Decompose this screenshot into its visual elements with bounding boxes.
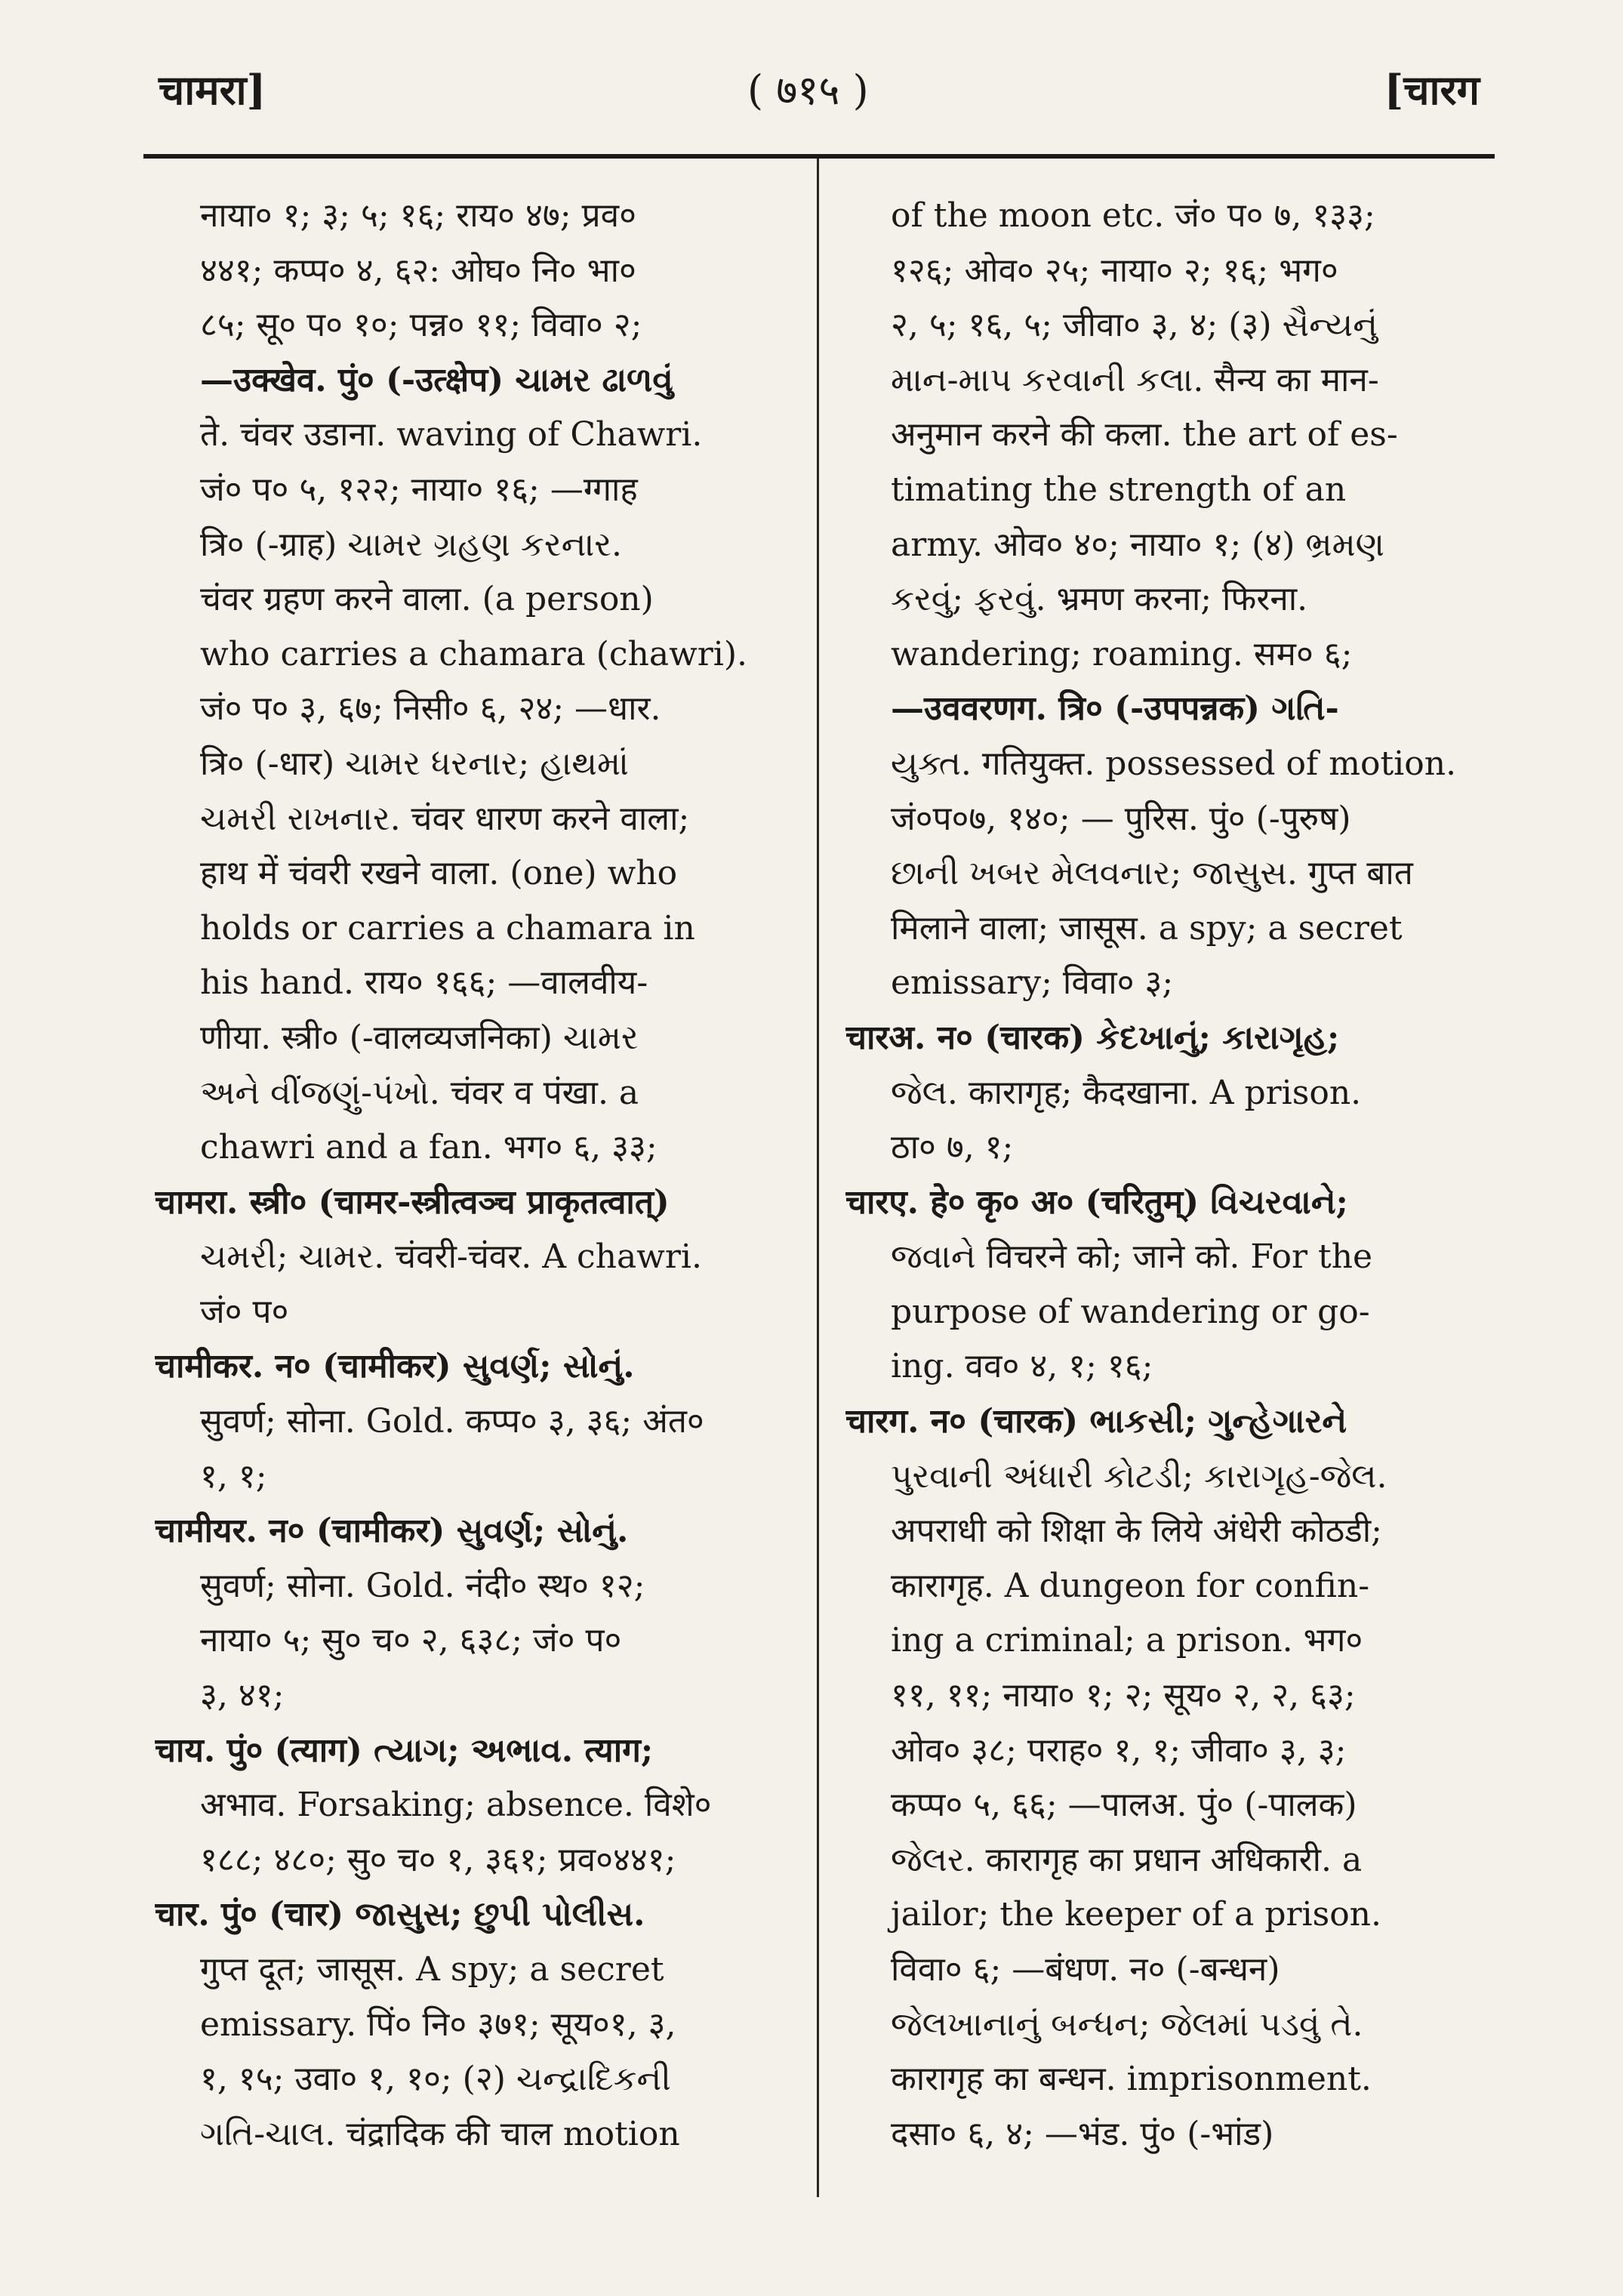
left-column-line: ચમરી; ચામર. चंवरी-चंवर. A chawri. (200, 1237, 702, 1277)
left-column-line: सुवर्ण; सोना. Gold. कप्प० ३, ३६; अंत० (200, 1402, 704, 1441)
left-column-line: जं० प० ५, १२२; नाया० १६; —ग्गाह (200, 470, 638, 509)
right-column-line: wandering; roaming. सम० ६; (891, 634, 1353, 673)
right-column-line: પુરવાની અંધારી કોટડી; કારાગૃહ-જેલ. (891, 1456, 1387, 1496)
left-column-line: who carries a chamara (chawri). (200, 634, 748, 673)
page-number: ( ७१५ ) (747, 66, 869, 114)
column-divider (817, 159, 819, 2197)
left-column-line: अभाव. Forsaking; absence. विशे० (200, 1786, 712, 1825)
page-header (159, 53, 1480, 121)
left-column-line: चार. पुं० (चार) જાસુસ; છુપી પોલીસ. (155, 1895, 645, 1934)
left-column-line: चामीकर. न० (चामीकर) સુવર્ણ; સોનું. (155, 1347, 635, 1386)
right-column-line: २, ५; १६, ५; जीवा० ३, ४; (३) સૈન્યનું (891, 306, 1378, 345)
header-rule (143, 154, 1495, 159)
right-column-line: જેલખાનાનું બન્ધન; જેલમાં પડવું તે. (891, 2005, 1363, 2044)
left-column-line: जं० प० (200, 1292, 289, 1331)
right-column-line: ing a criminal; a prison. भग० (891, 1621, 1363, 1660)
left-column-line: चामरा. स्त्री० (चामर-स्त्रीत्वञ्च प्राकृतत्वात्) (155, 1182, 670, 1222)
right-column-line: purpose of wandering or go- (891, 1292, 1370, 1331)
right-column-line: timating the strength of an (891, 470, 1347, 509)
left-column-line: —उक्खेव. पुं० (-उत्क्षेप) ચામર ઢાળવું (200, 360, 673, 399)
left-column-line: चाय. पुं० (त्याग) ત્યાગ; અભાવ. त्याग; (155, 1730, 654, 1770)
right-column-line: army. ओव० ४०; नाया० १; (४) ભ્રમણ (891, 525, 1385, 564)
right-column-line: दसा० ६, ४; —भंड. पुं० (-भांड) (891, 2114, 1274, 2153)
left-column-line: त्रि० (-धार) ચામર ધરનાર; હાથમાં (200, 744, 629, 783)
right-column-line: jailor; the keeper of a prison. (891, 1895, 1382, 1934)
left-column-line: जं० प० ३, ६७; निसी० ६, २४; —धार. (200, 689, 661, 729)
right-column-line: —उववरणग. त्रि० (-उपपन्नक) ગતિ- (891, 689, 1339, 729)
right-column-line: चारए. हे० कृ० अ० (चरितुम्) વિચરવાને; (845, 1182, 1348, 1222)
left-column-line: हाथ में चंवरी रखने वाला. (one) who (200, 854, 678, 893)
right-column-line: ओव० ३८; पराह० १, १; जीवा० ३, ३; (891, 1730, 1347, 1770)
left-column-line: १८८; ४८०; सु० च० १, ३६१; प्रव०४४१; (200, 1840, 676, 1879)
left-column-line: ते. चंवर उडाना. waving of Chawri. (200, 415, 703, 455)
right-column-line: कारागृह. A dungeon for confin- (891, 1566, 1370, 1605)
left-column-line: ८५; सू० प० १०; पन्न० ११; विवा० २; (200, 306, 642, 345)
right-column-line: ११, ११; नाया० १; २; सूय० २, २, ६३; (891, 1676, 1356, 1715)
left-column-line: णीया. स्त्री० (-वालव्यजनिका) ચામર (200, 1018, 639, 1057)
right-column-line: છાની ખબર મેલવનાર; જાસુસ. गुप्त बात (891, 854, 1413, 893)
right-column-line: of the moon etc. जं० प० ७, १३३; (891, 196, 1375, 235)
left-column-line: गुप्त दूत; जासूस. A spy; a secret (200, 1950, 664, 1989)
left-column-line: चामीयर. न० (चामीकर) સુવર્ણ; સોનું. (155, 1512, 629, 1551)
left-column-line: chawri and a fan. भग० ६, ३३; (200, 1128, 658, 1167)
right-column-line: emissary; विवा० ३; (891, 963, 1174, 1003)
left-column-line: नाया० १; ३; ५; १६; राय० ४७; प्रव० (200, 196, 636, 235)
right-column-line: चारग. न० (चारक) ભાકસી; ગુન્હેગારને (845, 1402, 1347, 1441)
left-column-line: नाया० ५; सु० च० २, ६३८; जं० प० (200, 1621, 622, 1660)
right-column-line: अनुमान करने की कला. the art of es- (891, 415, 1398, 455)
left-column-line: ચમરી રાખનાર. चंवर धारण करने वाला; (200, 799, 690, 838)
right-column-line: જેલર. कारागृह का प्रधान अधिकारी. a (891, 1840, 1363, 1879)
left-column-line: ગતિ-ચાલ. चंद्रादिक की चाल motion (200, 2114, 680, 2153)
left-column-line: his hand. राय० १६६; —वालवीय- (200, 963, 648, 1003)
right-column-line: યુક્ત. गतियुक्त. possessed of motion. (891, 744, 1457, 783)
left-column-line: चंवर ग्रहण करने वाला. (a person) (200, 580, 654, 619)
right-column-line: मिलाने वाला; जासूस. a spy; a secret (891, 908, 1403, 948)
left-column-line: १, १; (200, 1456, 267, 1496)
left-column-line: ३, ४१; (200, 1676, 285, 1715)
right-column-line: कप्प० ५, ६६; —पालअ. पुं० (-पालक) (891, 1786, 1357, 1825)
left-column-line: सुवर्ण; सोना. Gold. नंदी० स्थ० १२; (200, 1566, 645, 1605)
left-column-line: १, १५; उवा० १, १०; (२) ચન્દ્રાદિકની (200, 2060, 671, 2099)
header-left-guide-word: चामरा] (159, 66, 266, 114)
left-column (155, 189, 800, 2162)
right-column-line: કરવું; ફરવું. भ्रमण करना; फिरना. (891, 580, 1308, 619)
right-column-line: विवा० ६; —बंधण. न० (-बन्धन) (891, 1950, 1280, 1989)
right-column-line: जं०प०७, १४०; — पुरिस. पुं० (-पुरुष) (891, 799, 1351, 838)
right-column-line: જવાને विचरने को; जाने को. For the (891, 1237, 1373, 1277)
right-column-line: १२६; ओव० २५; नाया० २; १६; भग० (891, 251, 1338, 290)
right-column-line: कारागृह का बन्धन. imprisonment. (891, 2060, 1372, 2099)
left-column-line: ४४१; कप्प० ४, ६२: ओघ० नि० भा० (200, 251, 636, 290)
left-column-line: holds or carries a chamara in (200, 908, 695, 948)
right-column-line: માન-માપ કરવાની કલા. सैन्य का मान- (891, 360, 1379, 399)
left-column-line: emissary. पिं० नि० ३७१; सूय०१, ३, (200, 2005, 676, 2044)
right-column-line: ing. वव० ४, १; १६; (891, 1347, 1153, 1386)
right-column-line: જેલ. कारागृह; कैदखाना. A prison. (891, 1073, 1362, 1112)
header-right-guide-word: [चारग (1384, 66, 1480, 114)
left-column-line: અને વીંજણું-પંખો. चंवर व पंखा. a (200, 1073, 639, 1112)
right-column (845, 189, 1491, 2162)
right-column-line: ठा० ७, १; (891, 1128, 1014, 1167)
left-column-line: त्रि० (-ग्राह) ચામર ગ્રહણ કરનાર. (200, 525, 622, 564)
right-column-line: चारअ. न० (चारक) કેદખાનું; કારાગૃહ; (845, 1018, 1340, 1057)
right-column-line: अपराधी को शिक्षा के लिये अंधेरी कोठडी; (891, 1512, 1382, 1551)
